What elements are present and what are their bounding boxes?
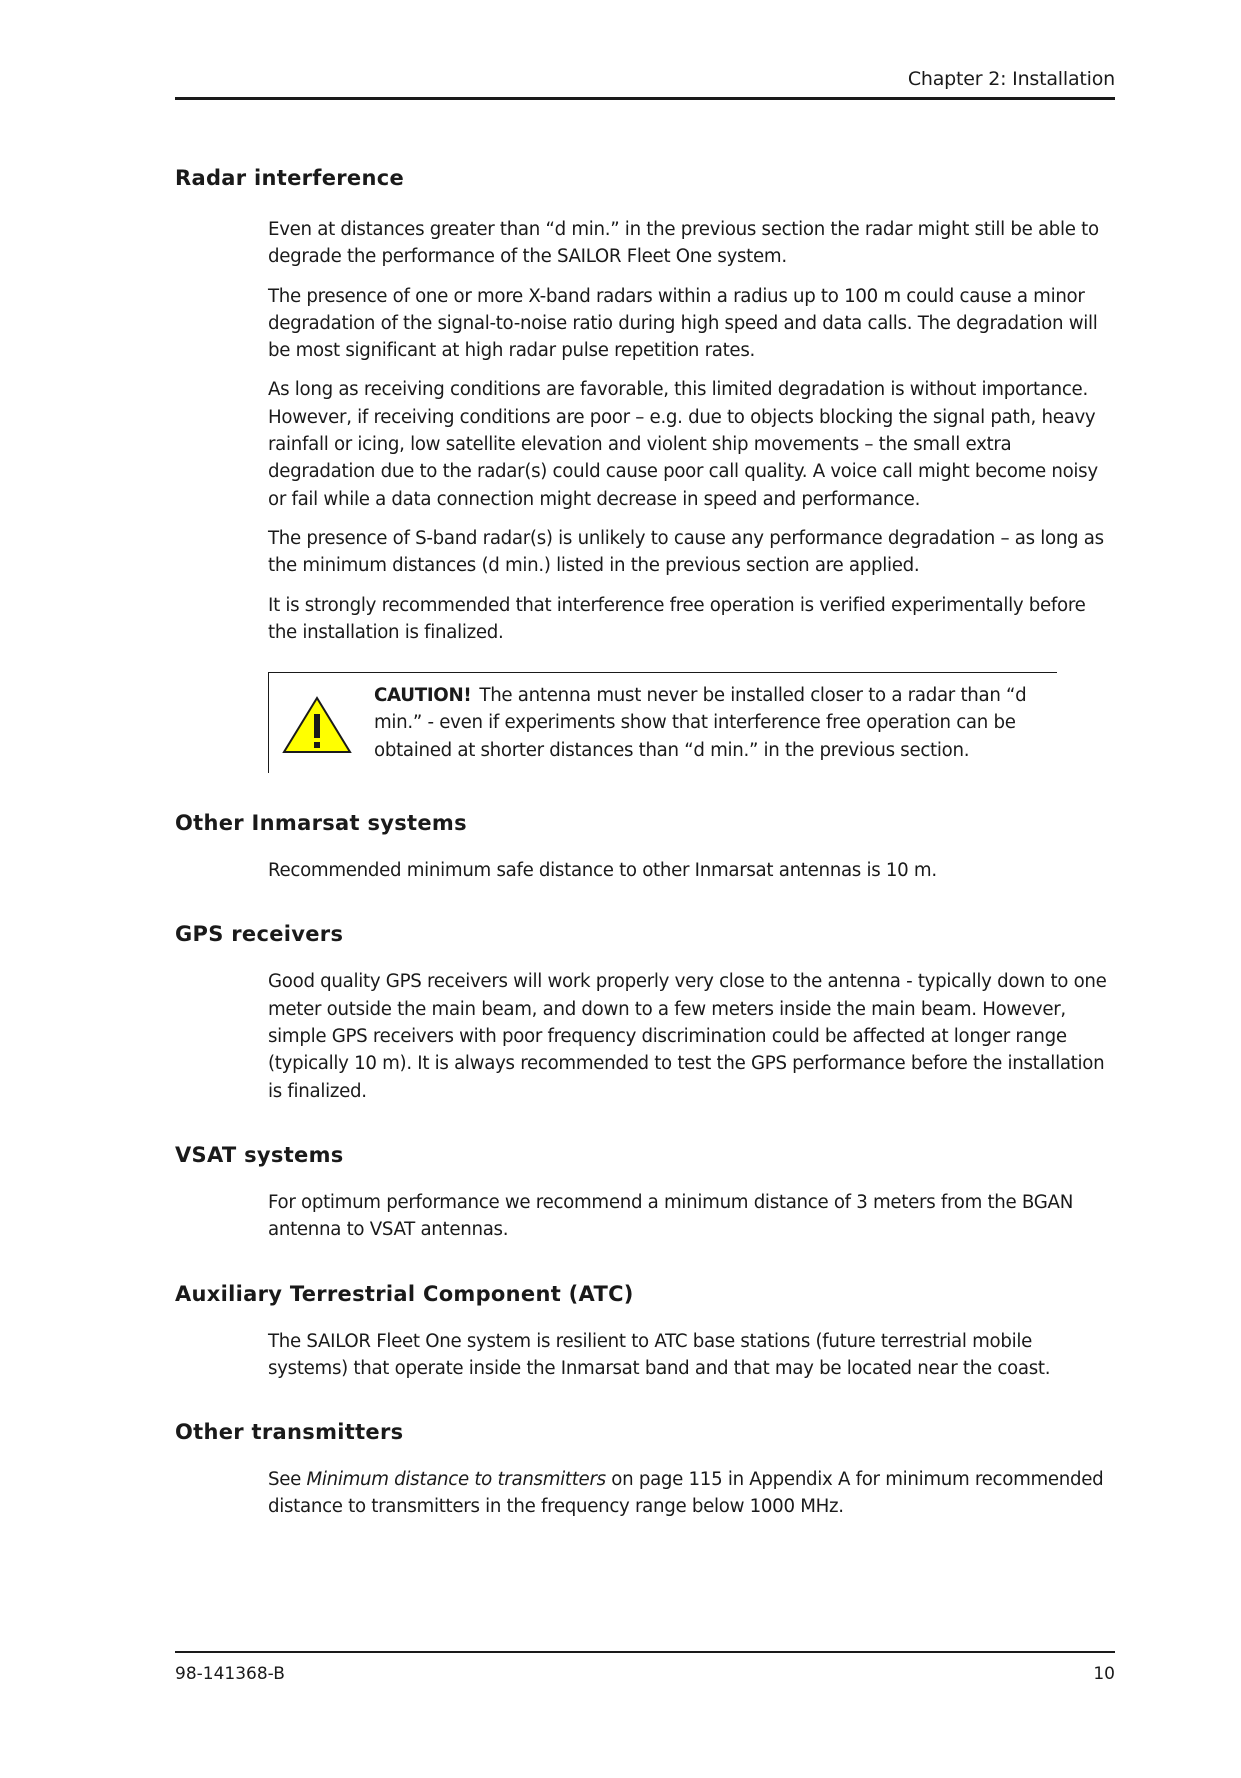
paragraph: It is strongly recommended that interference free operation is verified experimentally before the installation is finalized. <box>268 594 1086 643</box>
page-content <box>175 166 1115 1521</box>
caution-box <box>268 672 1057 773</box>
caution-message: The antenna must never be installed closer to a radar than “d min.” - even if experiments show that interference free operation can be obtained at shorter distances than “d min.” in the previous section. <box>374 685 1027 761</box>
section-title-vsat-systems: VSAT systems <box>175 1142 344 1167</box>
paragraph: Good quality GPS receivers will work properly very close to the antenna - typically down to one meter outside the main beam, and down to a few meters inside the main beam. However, simple GPS receivers with poor frequency discrimination could be affected at longer range (typically 10 m). It is always recommended to test the GPS performance before the installation is finalized. <box>268 971 1107 1102</box>
footer-rule <box>175 1651 1115 1653</box>
section-title-gps-receivers: GPS receivers <box>175 922 344 947</box>
header-rule <box>175 97 1115 100</box>
gps-body <box>268 968 1108 1104</box>
paragraph: The SAILOR Fleet One system is resilient to ATC base stations (future terrestrial mobile systems) that operate inside the Inmarsat band and that may be located near the coast. <box>268 1330 1051 1379</box>
paragraph: Even at distances greater than “d min.” in the previous section the radar might still be able to degrade the performance of the SAILOR Fleet One system. <box>268 219 1099 268</box>
ref-suffix: on page 115 in Appendix A for minimum recommended distance to transmitters in the frequency range below 1000 MHz. <box>268 1469 1104 1518</box>
inmarsat-body <box>268 857 1108 884</box>
paragraph: The presence of S-band radar(s) is unlikely to cause any performance degradation – as long as the minimum distances (d min.) listed in the previous section are applied. <box>268 527 1104 577</box>
section-title-other-inmarsat: Other Inmarsat systems <box>175 811 467 836</box>
atc-body <box>268 1328 1108 1383</box>
cross-reference-link[interactable]: Minimum distance to transmitters <box>306 1469 606 1491</box>
transmitters-body <box>268 1466 1108 1521</box>
radar-body <box>268 216 1108 646</box>
page-number: 10 <box>1093 1664 1115 1684</box>
warning-triangle-icon <box>281 695 353 755</box>
paragraph: The presence of one or more X-band radars within a radius up to 100 m could cause a minor degradation of the signal-to-noise ratio during high speed and data calls. The degradation will be most significant at high radar pulse repetition rates. <box>268 285 1098 362</box>
caution-text <box>374 682 1044 764</box>
paragraph: For optimum performance we recommend a minimum distance of 3 meters from the BGAN antenna to VSAT antennas. <box>268 1191 1073 1241</box>
paragraph: Recommended minimum safe distance to other Inmarsat antennas is 10 m. <box>268 860 937 882</box>
paragraph <box>268 1466 1108 1521</box>
ref-prefix: See <box>268 1469 307 1491</box>
section-title-radar-interference: Radar interference <box>175 166 405 190</box>
section-title-other-transmitters: Other transmitters <box>175 1420 404 1445</box>
paragraph: As long as receiving conditions are favorable, this limited degradation is without importance. However, if receiving conditions are poor – e.g. due to objects blocking the signal path, heavy rainfall or icing, low satellite elevation and violent ship movements – the small extra degradation due to the radar(s) could cause poor call quality. A voice call might become noisy or fail while a data connection might decrease in speed and performance. <box>268 379 1098 510</box>
running-head: Chapter 2: Installation <box>907 68 1115 90</box>
section-title-atc: Auxiliary Terrestrial Component (ATC) <box>175 1281 634 1306</box>
vsat-body <box>268 1189 1108 1244</box>
doc-number: 98-141368-B <box>175 1664 285 1684</box>
caution-label: CAUTION! <box>374 685 472 707</box>
